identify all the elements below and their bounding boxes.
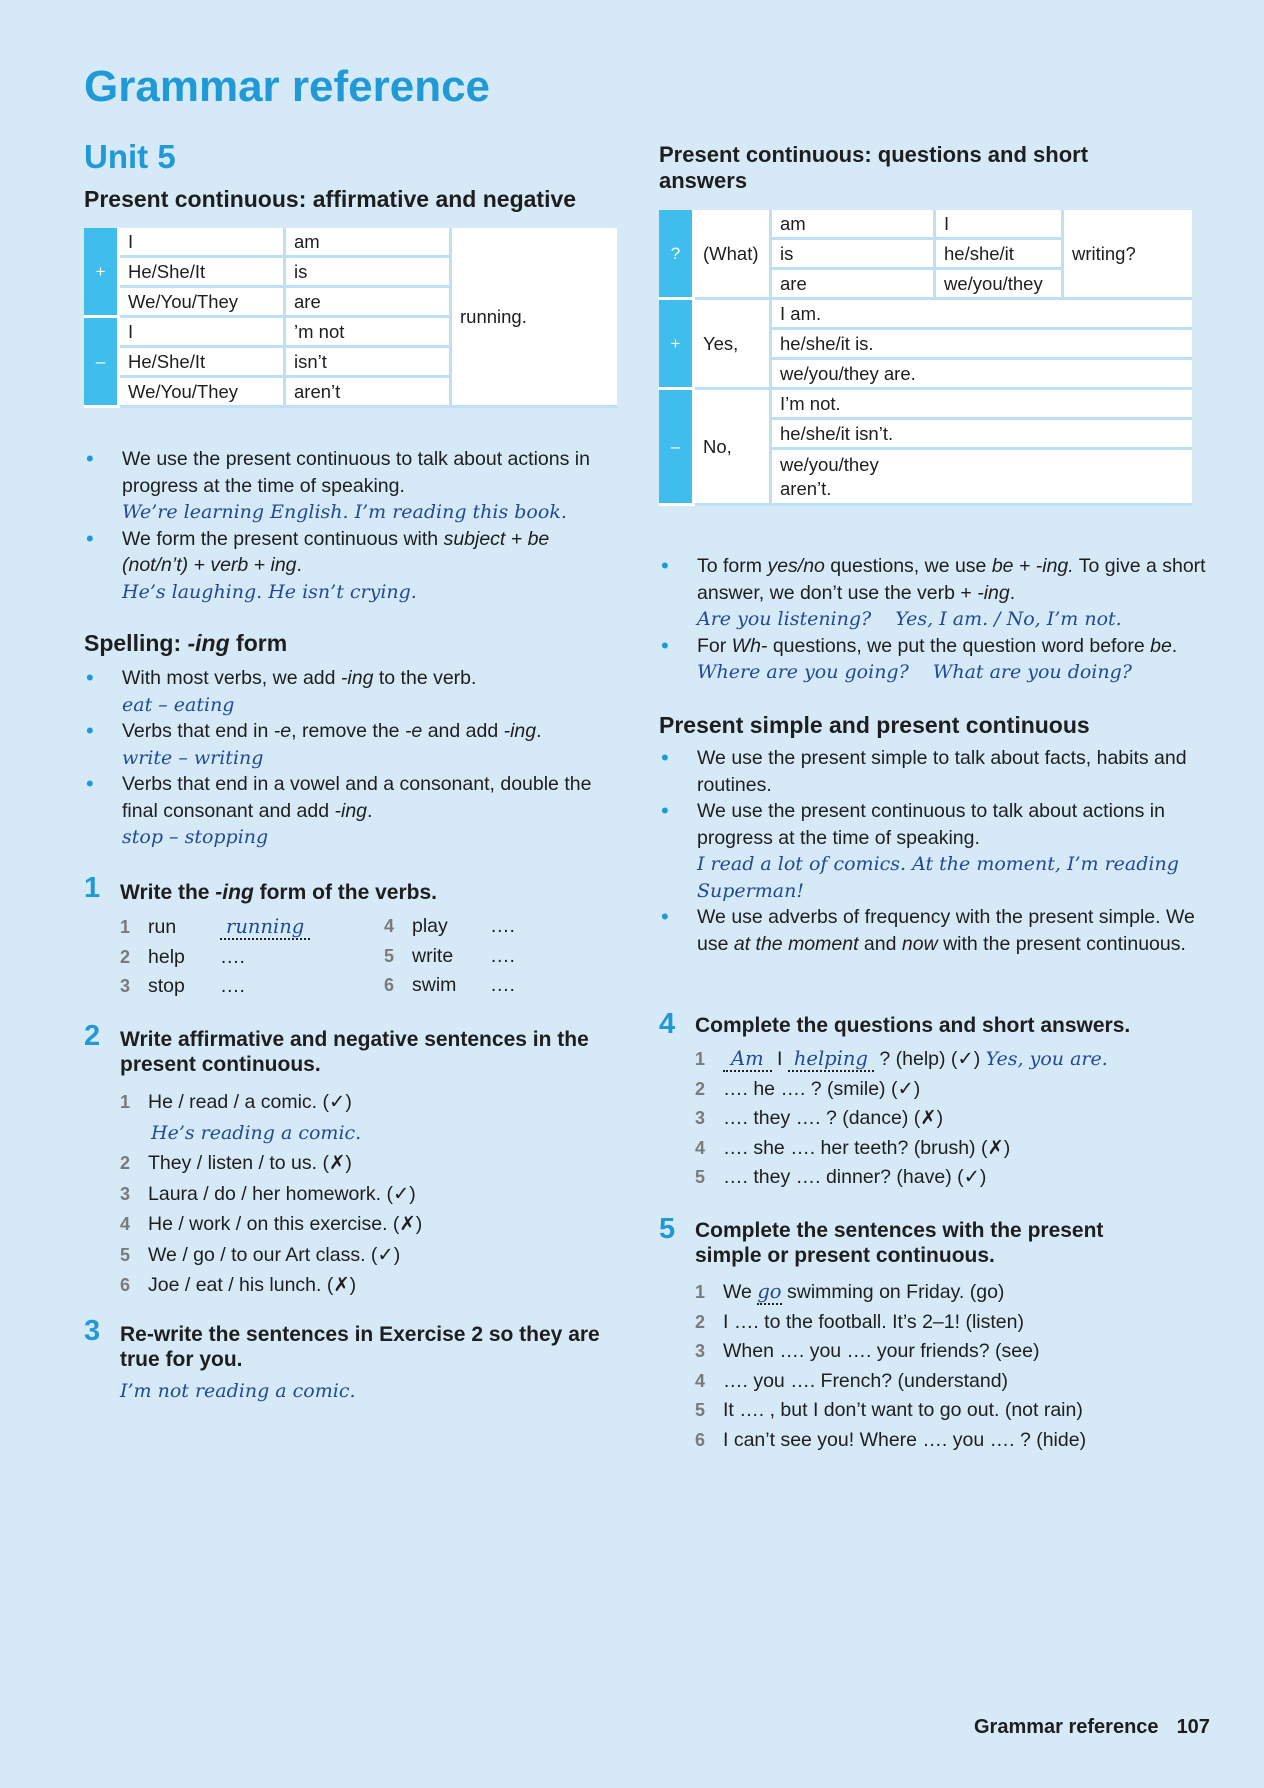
item-answer: …. bbox=[490, 915, 515, 937]
bullet-text: . bbox=[1009, 581, 1016, 604]
list-item bbox=[695, 1075, 1108, 1105]
ending-cell: running. bbox=[452, 228, 617, 408]
bullet-item bbox=[86, 446, 616, 526]
item-number: 4 bbox=[384, 916, 395, 936]
list-item bbox=[120, 1087, 422, 1118]
bullet-text: To give a short answer, we don’t use the verb + bbox=[697, 555, 1206, 604]
present-simple-bullets bbox=[661, 745, 1201, 957]
bullet-text: to the verb. bbox=[373, 667, 477, 689]
bullet-emphasis: subject + be (not/n’t) + verb + ing bbox=[122, 527, 550, 576]
item-text: He / read / a comic. (✓) bbox=[148, 1091, 352, 1113]
exercise-heading-text: Write the bbox=[120, 881, 216, 904]
list-item bbox=[120, 912, 310, 943]
item-answer: …. bbox=[490, 974, 515, 996]
verb-cell: are bbox=[286, 288, 452, 318]
subject-cell: I bbox=[120, 318, 286, 348]
verb-cell: is bbox=[286, 258, 452, 288]
example-text: What are you doing? bbox=[932, 661, 1132, 683]
bullet-text: questions, we put the question word before bbox=[767, 634, 1151, 657]
plus-sign: + bbox=[84, 228, 120, 318]
present-simple-heading: Present simple and present continuous bbox=[659, 712, 1090, 738]
verb-cell: am bbox=[286, 228, 452, 258]
exercise-heading-text: form of the verbs. bbox=[253, 881, 437, 904]
bullet-item bbox=[86, 771, 616, 851]
answer-cell: he/she/it isn’t. bbox=[772, 420, 1192, 450]
bullet-text: To form bbox=[697, 555, 768, 577]
list-item bbox=[384, 912, 515, 942]
bullet-emphasis: now bbox=[901, 932, 938, 955]
bullet-text: and add bbox=[422, 720, 504, 742]
item-number: 2 bbox=[695, 1311, 706, 1332]
bullet-text: For bbox=[697, 634, 732, 657]
exercise-3-heading: Re-write the sentences in Exercise 2 so they are true for you. bbox=[120, 1323, 600, 1371]
item-text: They / listen / to us. (✗) bbox=[148, 1152, 352, 1174]
item-text: ? (help) (✓) bbox=[873, 1048, 986, 1070]
bullet-item bbox=[661, 745, 1201, 798]
item-number: 1 bbox=[695, 1049, 706, 1069]
item-number: 2 bbox=[120, 1153, 131, 1173]
bullet-text: Verbs that end in a vowel and a consonant, double the final consonant and add bbox=[122, 773, 592, 822]
bullet-text: , remove the bbox=[291, 720, 405, 742]
item-text: …. he …. ? (smile) (✓) bbox=[723, 1077, 921, 1100]
exercise-5-items bbox=[695, 1277, 1086, 1455]
what-cell: (What) bbox=[695, 210, 772, 300]
item-text: He / work / on this exercise. (✗) bbox=[148, 1213, 423, 1235]
bullet-item bbox=[661, 798, 1201, 904]
bullet-emphasis: -ing bbox=[503, 720, 537, 742]
verb-cell: isn’t bbox=[286, 348, 452, 378]
item-text: Joe / eat / his lunch. (✗) bbox=[148, 1274, 357, 1296]
list-item bbox=[120, 1209, 422, 1240]
questions-heading: Present continuous: questions and short answers bbox=[659, 142, 1089, 193]
item-number: 5 bbox=[695, 1167, 706, 1187]
exercise-heading-emphasis: -ing bbox=[215, 881, 254, 904]
subject-cell: He/She/It bbox=[120, 258, 286, 288]
exercise-4-items bbox=[695, 1044, 1108, 1193]
spelling-heading bbox=[84, 630, 287, 657]
item-number: 5 bbox=[695, 1400, 706, 1420]
item-number: 3 bbox=[120, 976, 131, 996]
item-number: 1 bbox=[120, 1092, 131, 1112]
bullet-item bbox=[86, 526, 616, 606]
bullet-text: . bbox=[296, 554, 302, 576]
bullet-text: We use the present continuous to talk about actions in progress at the time of speaking. bbox=[697, 800, 1165, 849]
answer-cell: we/you/they are. bbox=[772, 360, 1192, 390]
item-text: It …. , but I don’t want to go out. (not rain) bbox=[723, 1399, 1083, 1421]
pc-bullets bbox=[86, 446, 616, 605]
item-answer: …. bbox=[220, 975, 245, 997]
list-item bbox=[120, 1148, 422, 1179]
spelling-bullets bbox=[86, 665, 616, 851]
minus-sign: – bbox=[659, 390, 695, 506]
verb-cell: writing? bbox=[1064, 210, 1192, 300]
minus-sign: – bbox=[84, 318, 120, 408]
item-number: 5 bbox=[120, 1244, 131, 1265]
bullet-item bbox=[661, 904, 1201, 957]
list-item bbox=[120, 1240, 422, 1271]
bullet-text: . bbox=[536, 720, 542, 742]
item-number: 6 bbox=[384, 975, 395, 995]
exercise-4-number: 4 bbox=[659, 1008, 676, 1040]
item-answer: running bbox=[220, 915, 310, 940]
exercise-2-heading: Write affirmative and negative sentences in the present continuous. bbox=[120, 1028, 589, 1076]
item-text: …. they …. ? (dance) (✗) bbox=[723, 1107, 944, 1129]
exercise-1-heading bbox=[120, 880, 437, 905]
pc-heading: Present continuous: affirmative and negative bbox=[84, 186, 577, 212]
subject-cell: we/you/they bbox=[936, 270, 1064, 300]
subject-cell: I bbox=[120, 228, 286, 258]
example-text: eat – eating bbox=[122, 693, 235, 716]
item-answer: Yes, you are. bbox=[985, 1048, 1108, 1070]
item-answer: helping bbox=[788, 1047, 874, 1072]
item-number: 4 bbox=[120, 1214, 131, 1234]
item-verb: write bbox=[412, 944, 454, 967]
answer-cell: I am. bbox=[772, 300, 1192, 330]
item-text: I bbox=[771, 1048, 788, 1070]
item-text: I …. to the football. It’s 2–1! (listen) bbox=[723, 1310, 1024, 1333]
bullet-emphasis: -e bbox=[404, 720, 423, 742]
bullet-text: with the present continuous. bbox=[937, 932, 1186, 955]
subject-cell: He/She/It bbox=[120, 348, 286, 378]
exercise-5-heading: Complete the sentences with the present simple or present continuous. bbox=[695, 1219, 1104, 1267]
verb-cell: ’m not bbox=[286, 318, 452, 348]
item-verb: swim bbox=[412, 974, 457, 996]
bullet-item bbox=[86, 718, 616, 771]
bullet-text: We use the present continuous to talk about actions in progress at the time of speaking. bbox=[122, 448, 590, 497]
bullet-emphasis: -ing bbox=[334, 799, 368, 822]
bullet-text: Verbs that end in bbox=[122, 720, 274, 742]
exercise-5-number: 5 bbox=[659, 1213, 676, 1245]
exercise-4-heading: Complete the questions and short answers. bbox=[695, 1014, 1131, 1037]
exercise-2-items bbox=[120, 1087, 422, 1301]
example-text: write – writing bbox=[122, 746, 264, 769]
example-text: Yes, I am. / No, I’m not. bbox=[895, 608, 1122, 630]
item-number: 2 bbox=[120, 946, 131, 967]
list-item-answer bbox=[120, 1118, 422, 1149]
bullet-emphasis: -ing bbox=[977, 581, 1010, 604]
list-item bbox=[695, 1308, 1086, 1338]
item-answer: Am bbox=[723, 1047, 772, 1072]
exercise-3-number: 3 bbox=[84, 1315, 101, 1347]
item-number: 1 bbox=[695, 1282, 706, 1302]
bullet-emphasis: yes/no bbox=[767, 555, 825, 577]
example-text: He’s laughing. He isn’t crying. bbox=[122, 580, 417, 603]
item-number: 4 bbox=[695, 1137, 706, 1158]
footer bbox=[974, 1716, 1210, 1739]
bullet-text: . bbox=[367, 799, 373, 822]
spelling-heading-emphasis: -ing bbox=[187, 630, 230, 656]
example-text: I read a lot of comics. At the moment, I’m reading Superman! bbox=[697, 853, 1179, 902]
list-item bbox=[695, 1163, 1108, 1193]
list-item bbox=[695, 1367, 1086, 1397]
bullet-emphasis: at the moment bbox=[733, 932, 859, 955]
bullet-text: We use adverbs of frequency with the present simple. We use bbox=[697, 906, 1195, 955]
item-number: 3 bbox=[695, 1108, 706, 1128]
questions-table bbox=[659, 210, 1192, 506]
pc-table bbox=[84, 228, 617, 408]
item-number: 3 bbox=[120, 1183, 131, 1204]
list-item bbox=[384, 942, 515, 972]
bullet-item bbox=[661, 633, 1221, 686]
spelling-heading-text: form bbox=[229, 630, 288, 656]
item-number: 5 bbox=[384, 945, 395, 966]
item-text: When …. you …. your friends? (see) bbox=[723, 1340, 1040, 1362]
unit-heading: Unit 5 bbox=[84, 138, 176, 175]
example-text: stop – stopping bbox=[122, 826, 269, 848]
bullet-text: We use the present simple to talk about facts, habits and routines. bbox=[697, 747, 1187, 796]
footer-label: Grammar reference bbox=[974, 1716, 1159, 1738]
be-cell: is bbox=[772, 240, 936, 270]
example-text: We’re learning English. I’m reading this book. bbox=[122, 501, 567, 523]
answer-cell: he/she/it is. bbox=[772, 330, 1192, 360]
answer-cell bbox=[772, 450, 1192, 506]
item-answer: He’s reading a comic. bbox=[151, 1121, 362, 1144]
list-item bbox=[695, 1426, 1086, 1456]
item-number: 2 bbox=[695, 1078, 706, 1099]
item-text: Laura / do / her homework. (✓) bbox=[148, 1182, 416, 1205]
item-text: We / go / to our Art class. (✓) bbox=[148, 1243, 401, 1266]
spelling-heading-text: Spelling: bbox=[84, 630, 188, 656]
be-cell: am bbox=[772, 210, 936, 240]
list-item bbox=[384, 971, 515, 1001]
list-item bbox=[120, 1179, 422, 1210]
item-text: We bbox=[723, 1281, 758, 1303]
bullet-item bbox=[86, 665, 616, 718]
exercise-1-items-b bbox=[384, 912, 515, 1001]
item-answer: …. bbox=[220, 945, 245, 968]
answer-cell: I’m not. bbox=[772, 390, 1192, 420]
exercise-1-number: 1 bbox=[84, 872, 101, 904]
exercise-2-number: 2 bbox=[84, 1020, 101, 1052]
bullet-emphasis: be bbox=[1150, 634, 1172, 657]
list-item bbox=[120, 943, 310, 973]
list-item bbox=[120, 1270, 422, 1301]
bullet-text: and bbox=[858, 932, 902, 955]
verb-cell: aren’t bbox=[286, 378, 452, 408]
list-item bbox=[695, 1104, 1108, 1134]
question-bullets bbox=[661, 553, 1221, 686]
list-item bbox=[120, 972, 310, 1002]
item-verb: play bbox=[412, 915, 448, 937]
item-number: 6 bbox=[120, 1275, 131, 1295]
item-answer: …. bbox=[490, 944, 515, 967]
bullet-emphasis: -e bbox=[273, 720, 292, 742]
bullet-text: With most verbs, we add bbox=[122, 667, 341, 689]
item-number: 1 bbox=[120, 917, 131, 937]
subject-cell: We/You/They bbox=[120, 288, 286, 318]
page-number: 107 bbox=[1176, 1716, 1210, 1738]
bullet-text: . bbox=[1171, 634, 1178, 657]
bullet-emphasis: be + -ing. bbox=[991, 555, 1074, 577]
no-cell: No, bbox=[695, 390, 772, 506]
list-item bbox=[695, 1337, 1086, 1367]
exercise-3-answer: I’m not reading a comic. bbox=[120, 1380, 356, 1402]
question-sign: ? bbox=[659, 210, 695, 300]
example-text: Where are you going? bbox=[697, 661, 909, 683]
item-text: I can’t see you! Where …. you …. ? (hide) bbox=[723, 1428, 1087, 1451]
item-text: …. she …. her teeth? (brush) (✗) bbox=[723, 1136, 1011, 1159]
item-text: swimming on Friday. (go) bbox=[781, 1281, 1005, 1303]
subject-cell: We/You/They bbox=[120, 378, 286, 408]
item-number: 6 bbox=[695, 1429, 706, 1450]
item-number: 4 bbox=[695, 1370, 706, 1391]
subject-cell: he/she/it bbox=[936, 240, 1064, 270]
bullet-emphasis: Wh- bbox=[731, 634, 768, 657]
subject-cell: I bbox=[936, 210, 1064, 240]
example-text: Are you listening? bbox=[697, 608, 872, 630]
list-item bbox=[695, 1396, 1086, 1426]
item-verb: run bbox=[148, 916, 177, 938]
be-cell: are bbox=[772, 270, 936, 300]
bullet-item bbox=[661, 553, 1221, 633]
list-item bbox=[695, 1044, 1108, 1075]
list-item bbox=[695, 1134, 1108, 1164]
bullet-text: questions, we use bbox=[824, 555, 992, 577]
item-answer: go bbox=[757, 1280, 782, 1303]
plus-sign: + bbox=[659, 300, 695, 390]
yes-cell: Yes, bbox=[695, 300, 772, 390]
list-item bbox=[695, 1277, 1086, 1308]
page-title: Grammar reference bbox=[84, 62, 491, 111]
answer-text: we/you/they aren’t. bbox=[780, 453, 879, 499]
item-text: …. you …. French? (understand) bbox=[723, 1369, 1009, 1392]
bullet-emphasis: -ing bbox=[340, 667, 374, 689]
bullet-text: We form the present continuous with bbox=[122, 527, 444, 550]
item-number: 3 bbox=[695, 1341, 706, 1361]
item-text: …. they …. dinner? (have) (✓) bbox=[723, 1166, 987, 1188]
item-verb: help bbox=[148, 945, 185, 968]
exercise-1-items-a bbox=[120, 912, 310, 1002]
item-verb: stop bbox=[148, 975, 185, 997]
